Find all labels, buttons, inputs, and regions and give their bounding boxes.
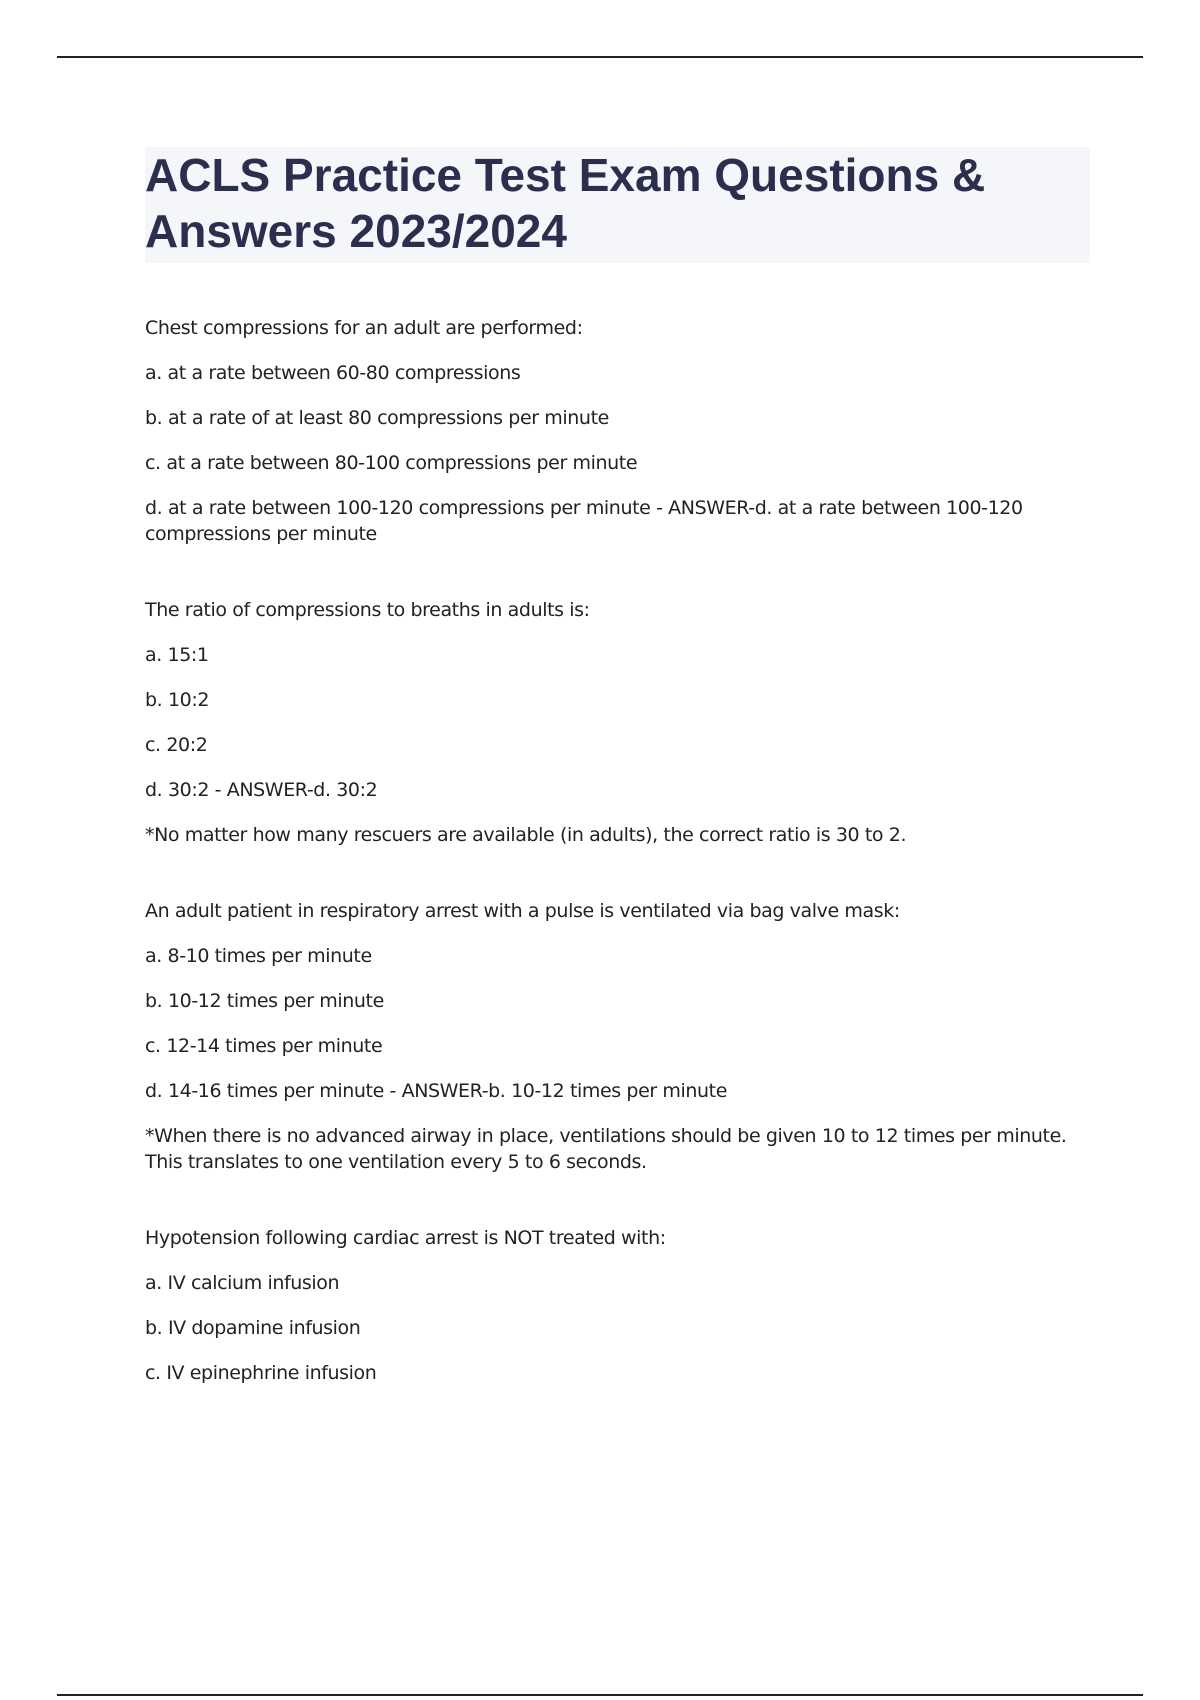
answer-option: b. 10:2: [145, 689, 210, 711]
question-block: [145, 898, 1090, 1175]
question-block: [145, 1225, 1090, 1386]
answer-option: d. 30:2 - ANSWER-d. 30:2: [145, 779, 378, 801]
answer-option: a. 15:1: [145, 644, 209, 666]
answer-option: c. at a rate between 80-100 compressions per minute: [145, 452, 638, 474]
answer-option: a. IV calcium infusion: [145, 1272, 340, 1294]
answer-option: b. at a rate of at least 80 compressions per minute: [145, 407, 609, 429]
question-prompt: An adult patient in respiratory arrest with a pulse is ventilated via bag valve mask:: [145, 900, 900, 922]
answer-option: c. 20:2: [145, 734, 208, 756]
answer-option: b. IV dopamine infusion: [145, 1317, 361, 1339]
question-block: [145, 315, 1090, 547]
question-prompt: The ratio of compressions to breaths in adults is:: [145, 599, 590, 621]
answer-option: d. at a rate between 100-120 compressions per minute - ANSWER-d. at a rate between 100-120 compressions per minute: [145, 497, 1023, 545]
top-rule: [57, 56, 1143, 58]
title-band: [145, 147, 1090, 263]
answer-option: c. 12-14 times per minute: [145, 1035, 383, 1057]
answer-option: a. at a rate between 60-80 compressions: [145, 362, 521, 384]
page-content: [145, 147, 1090, 1436]
bottom-rule: [57, 1694, 1143, 1696]
question-list: [145, 315, 1090, 1386]
document-title: ACLS Practice Test Exam Questions & Answers 2023/2024: [145, 149, 986, 257]
answer-option: a. 8-10 times per minute: [145, 945, 372, 967]
answer-option: c. IV epinephrine infusion: [145, 1362, 377, 1384]
question-prompt: Chest compressions for an adult are performed:: [145, 317, 583, 339]
answer-note: *When there is no advanced airway in place, ventilations should be given 10 to 12 times per minute. This translates to one ventilation every 5 to 6 seconds.: [145, 1125, 1067, 1173]
answer-option: b. 10-12 times per minute: [145, 990, 384, 1012]
answer-option: d. 14-16 times per minute - ANSWER-b. 10-12 times per minute: [145, 1080, 728, 1102]
question-block: [145, 597, 1090, 848]
question-prompt: Hypotension following cardiac arrest is NOT treated with:: [145, 1227, 666, 1249]
answer-note: *No matter how many rescuers are available (in adults), the correct ratio is 30 to 2.: [145, 824, 907, 846]
